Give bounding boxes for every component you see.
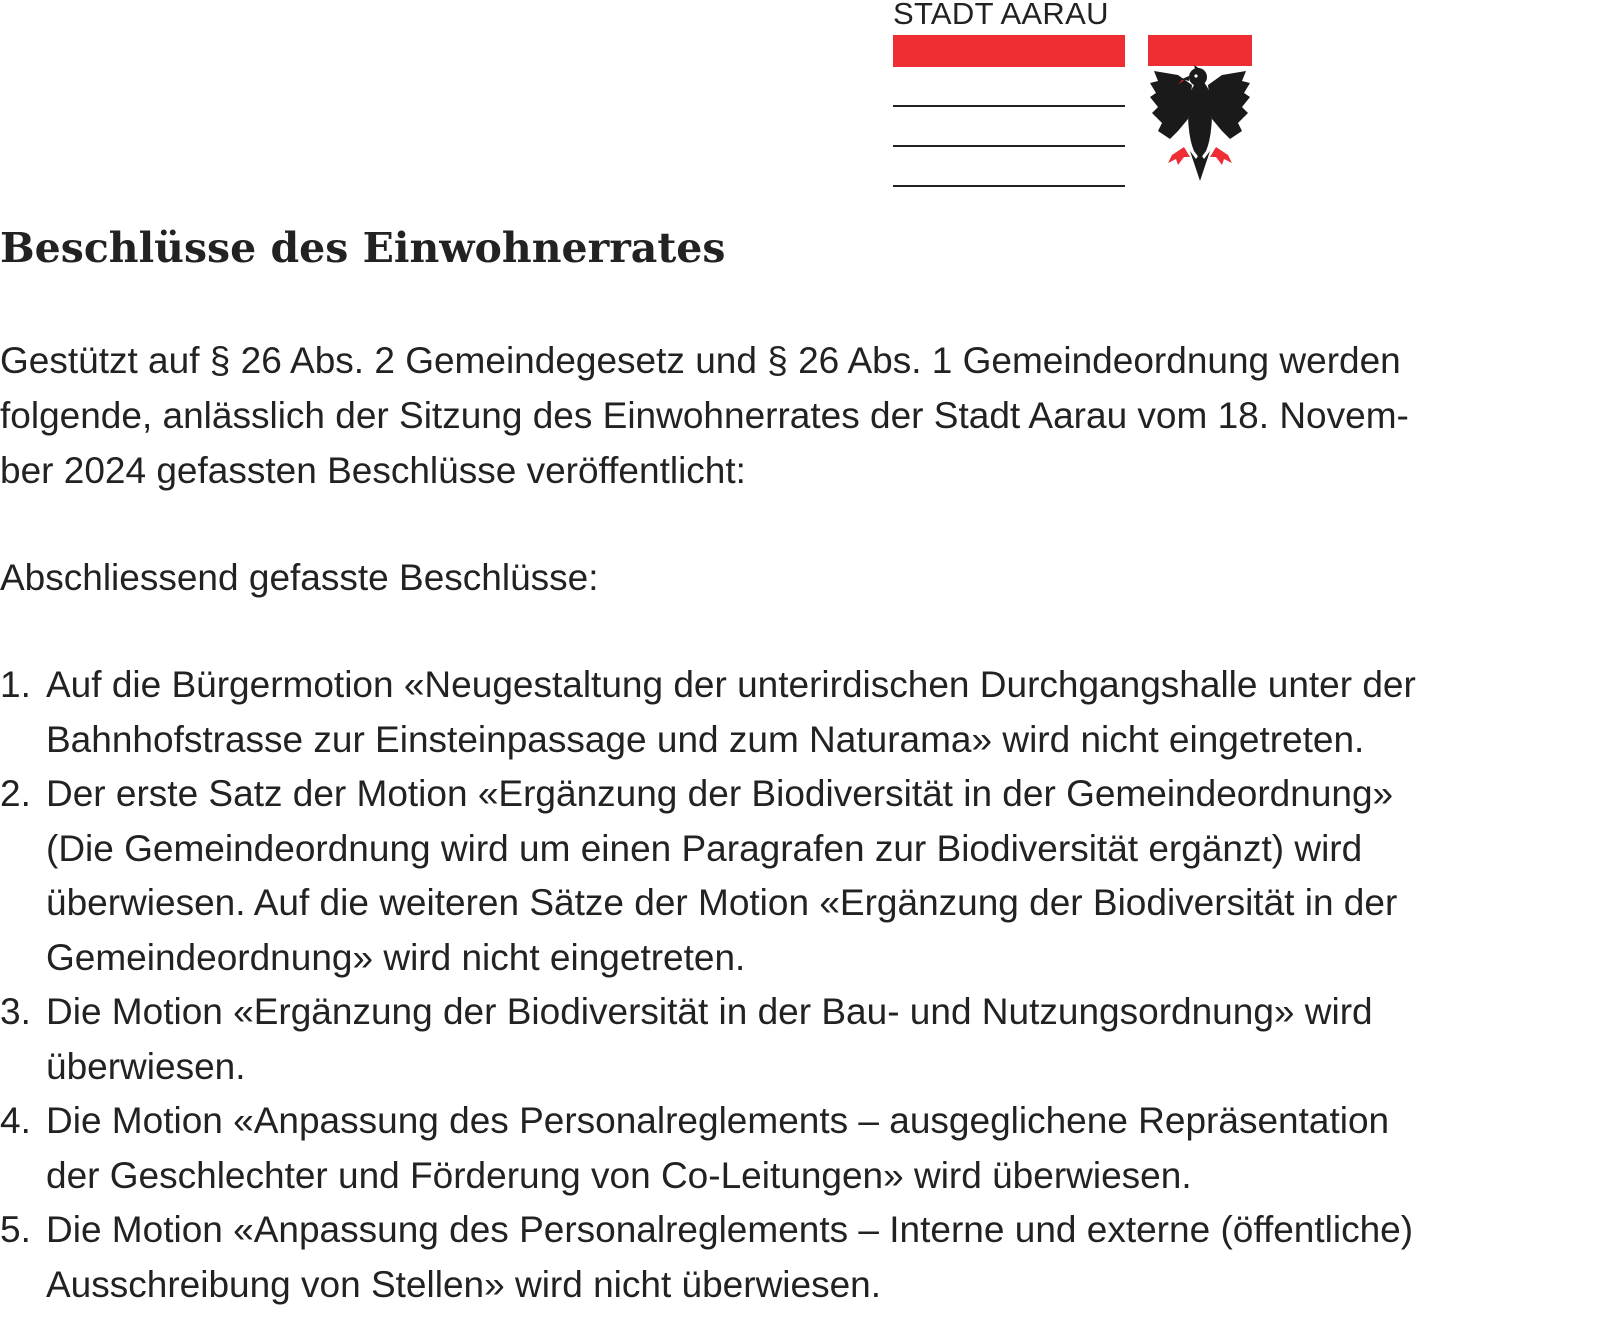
decisions-list <box>0 658 1598 1312</box>
decision-item <box>0 985 1598 1094</box>
intro-paragraph <box>0 333 1598 498</box>
decision-number: 4. <box>0 1100 31 1141</box>
decision-number: 3. <box>0 991 31 1032</box>
logo-rule <box>893 185 1125 187</box>
decision-text-line: der Geschlechter und Förderung von Co-Leitungen» wird überwiesen. <box>46 1154 1192 1196</box>
decision-item <box>0 1094 1598 1203</box>
decision-item <box>0 1203 1598 1312</box>
decision-text-line: Auf die Bürgermotion «Neugestaltung der unterirdischen Durchgangshalle unter der <box>46 664 1416 705</box>
intro-line: ber 2024 gefassten Beschlüsse veröffentlicht: <box>0 450 746 491</box>
decision-text-line: Ausschreibung von Stellen» wird nicht überwiesen. <box>46 1263 882 1305</box>
decision-number: 1. <box>0 664 31 705</box>
decision-text-line: Gemeindeordnung» wird nicht eingetreten. <box>46 936 746 978</box>
aarau-eagle-coat-of-arms-icon <box>1148 35 1252 185</box>
intro-line: Gestützt auf § 26 Abs. 2 Gemeindegesetz und § 26 Abs. 1 Gemeindeordnung werden <box>0 340 1401 381</box>
decision-text-line: (Die Gemeindeordnung wird um einen Paragrafen zur Biodiversität ergänzt) wird <box>46 827 1363 869</box>
logo-red-bar <box>893 35 1125 67</box>
decision-item <box>0 658 1598 767</box>
decision-text-line: Bahnhofstrasse zur Einsteinpassage und zum Naturama» wird nicht eingetreten. <box>46 718 1365 760</box>
decision-text-line: Die Motion «Ergänzung der Biodiversität in der Bau- und Nutzungsordnung» wird <box>46 991 1373 1032</box>
decision-text-line: Die Motion «Anpassung des Personalreglements – ausgeglichene Repräsentation <box>46 1100 1390 1141</box>
logo-rule <box>893 145 1125 147</box>
decision-text-line: Der erste Satz der Motion «Ergänzung der Biodiversität in der Gemeindeordnung» <box>46 773 1394 814</box>
decision-number: 5. <box>0 1209 31 1250</box>
stadt-aarau-logo <box>893 0 1263 190</box>
intro-line: folgende, anlässlich der Sitzung des Einwohnerrates der Stadt Aarau vom 18. Novem- <box>0 395 1409 436</box>
section-subheading: Abschliessend gefasste Beschlüsse: <box>0 557 599 598</box>
decision-text-line: überwiesen. Auf die weiteren Sätze der Motion «Ergänzung der Biodiversität in der <box>46 882 1398 923</box>
decision-item <box>0 767 1598 985</box>
decision-text-line: überwiesen. <box>46 1045 246 1087</box>
logo-wordmark: STADT AARAU <box>893 0 1109 31</box>
decision-text-line: Die Motion «Anpassung des Personalreglements – Interne und externe (öffentliche) <box>46 1209 1414 1250</box>
document-title: Beschlüsse des Einwohnerrates <box>0 224 726 272</box>
logo-rule <box>893 105 1125 107</box>
decision-number: 2. <box>0 773 31 814</box>
